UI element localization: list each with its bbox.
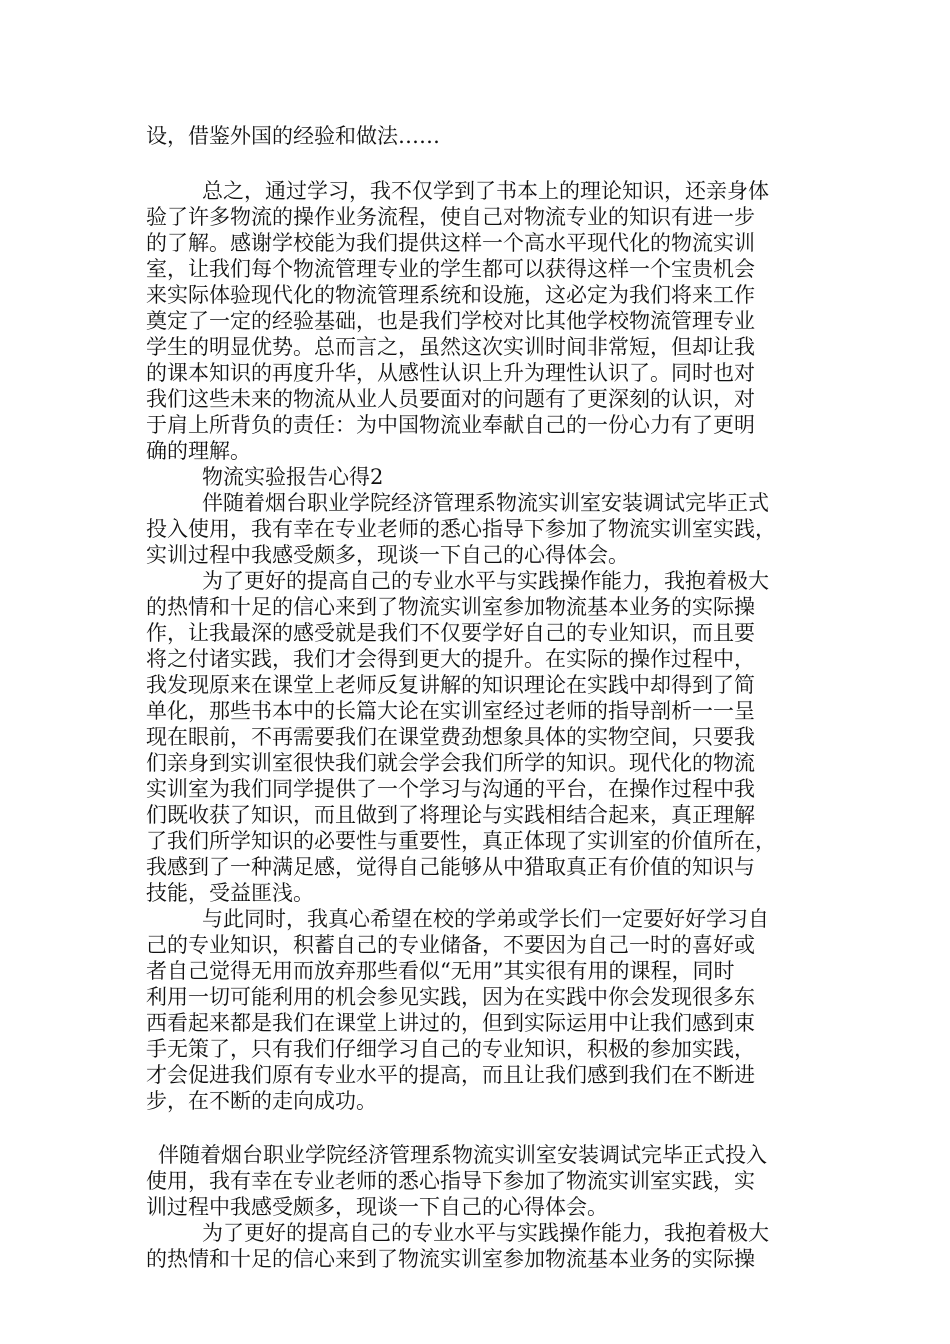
section-heading: 物流实验报告心得2: [202, 465, 384, 489]
text-line: 的课本知识的再度升华，从感性认识上升为理性认识了。同时也对: [146, 361, 755, 385]
text-line: 己的专业知识，积蓄自己的专业储备，不要因为自己一时的喜好或: [146, 933, 755, 957]
text-line: 伴随着烟台职业学院经济管理系物流实训室安装调试完毕正式: [202, 491, 769, 515]
text-line: 验了许多物流的操作业务流程，使自己对物流专业的知识有进一步: [146, 205, 755, 229]
text-line: 使用，我有幸在专业老师的悉心指导下参加了物流实训室实践，实: [146, 1169, 755, 1193]
text-line: 的热情和十足的信心来到了物流实训室参加物流基本业务的实际操: [146, 595, 755, 619]
text-line: 我感到了一种满足感，觉得自己能够从中猎取真正有价值的知识与: [146, 855, 755, 879]
text-line: 的热情和十足的信心来到了物流实训室参加物流基本业务的实际操: [146, 1247, 755, 1271]
text-line: 为了更好的提高自己的专业水平与实践操作能力，我抱着极大: [202, 1221, 769, 1245]
text-line: 实训室为我们同学提供了一个学习与沟通的平台，在操作过程中我: [146, 777, 755, 801]
text-line: 为了更好的提高自己的专业水平与实践操作能力，我抱着极大: [202, 569, 769, 593]
text-line: 伴随着烟台职业学院经济管理系物流实训室安装调试完毕正式投入: [158, 1143, 767, 1167]
text-line: 室，让我们每个物流管理专业的学生都可以获得这样一个宝贵机会: [146, 257, 755, 281]
text-line: 奠定了一定的经验基础，也是我们学校对比其他学校物流管理专业: [146, 309, 755, 333]
text-line: 投入使用，我有幸在专业老师的悉心指导下参加了物流实训室实践，: [146, 517, 776, 541]
text-line: 手无策了，只有我们仔细学习自己的专业知识，积极的参加实践，: [146, 1037, 755, 1061]
text-line: 才会促进我们原有专业水平的提高，而且让我们感到我们在不断进: [146, 1063, 755, 1087]
text-line: 实训过程中我感受颇多，现谈一下自己的心得体会。: [146, 543, 629, 567]
text-line: 技能，受益匪浅。: [146, 881, 314, 905]
text-line: 设，借鉴外国的经验和做法……: [146, 124, 440, 148]
text-line: 确的理解。: [146, 439, 251, 463]
text-line: 步，在不断的走向成功。: [146, 1089, 377, 1113]
text-line: 于肩上所背负的责任：为中国物流业奉献自己的一份心力有了更明: [146, 413, 755, 437]
text-line: 单化，那些书本中的长篇大论在实训室经过老师的指导剖析一一呈: [146, 699, 755, 723]
text-line: 来实际体验现代化的物流管理系统和设施，这必定为我们将来工作: [146, 283, 755, 307]
text-line: 利用一切可能利用的机会参见实践，因为在实践中你会发现很多东: [146, 985, 755, 1009]
text-line: 将之付诸实践，我们才会得到更大的提升。在实际的操作过程中，: [146, 647, 755, 671]
text-line: 作，让我最深的感受就是我们不仅要学好自己的专业知识，而且要: [146, 621, 755, 645]
text-line: 学生的明显优势。总而言之，虽然这次实训时间非常短，但却让我: [146, 335, 755, 359]
text-line: 的了解。感谢学校能为我们提供这样一个高水平现代化的物流实训: [146, 231, 755, 255]
text-line: 与此同时，我真心希望在校的学弟或学长们一定要好好学习自: [202, 907, 769, 931]
text-line: 们亲身到实训室很快我们就会学会我们所学的知识。现代化的物流: [146, 751, 755, 775]
text-line: 们既收获了知识，而且做到了将理论与实践相结合起来，真正理解: [146, 803, 755, 827]
text-line: 现在眼前，不再需要我们在课堂费劲想象具体的实物空间，只要我: [146, 725, 755, 749]
text-line: 总之，通过学习，我不仅学到了书本上的理论知识，还亲身体: [202, 179, 769, 203]
text-line: 者自己觉得无用而放弃那些看似“无用”其实很有用的课程，同时: [146, 959, 735, 983]
text-line: 西看起来都是我们在课堂上讲过的，但到实际运用中让我们感到束: [146, 1011, 755, 1035]
text-line: 了我们所学知识的必要性与重要性，真正体现了实训室的价值所在，: [146, 829, 776, 853]
text-line: 训过程中我感受颇多，现谈一下自己的心得体会。: [146, 1195, 608, 1219]
text-line: 我发现原来在课堂上老师反复讲解的知识理论在实践中却得到了简: [146, 673, 755, 697]
text-line: 我们这些未来的物流从业人员要面对的问题有了更深刻的认识，对: [146, 387, 755, 411]
